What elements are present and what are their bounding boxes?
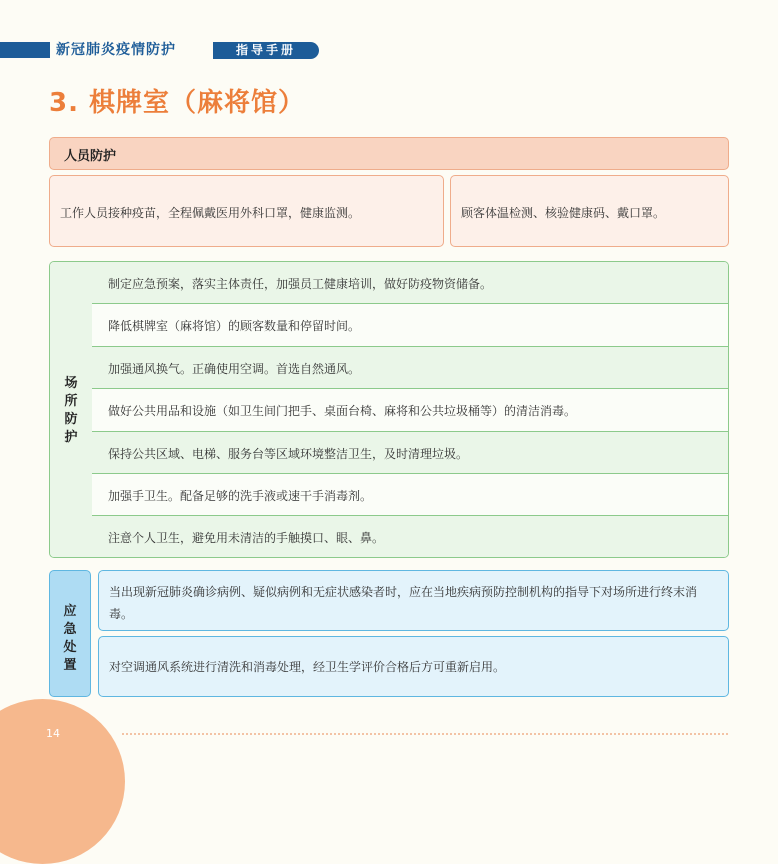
page-number: 14 [46,727,60,740]
page-number-badge [0,699,125,864]
header-accent-bar [0,42,50,58]
footer-dotted-divider [122,733,728,735]
staff-protection-cell: 工作人员接种疫苗，全程佩戴医用外科口罩，健康监测。 [49,175,444,247]
venue-protection-label-cell [50,262,93,557]
table-row: 加强通风换气。正确使用空调。首选自然通风。 [92,347,728,389]
table-row: 降低棋牌室（麻将馆）的顾客数量和停留时间。 [92,304,728,346]
venue-protection-rows [92,262,728,557]
header-tag: 指导手册 [213,42,319,59]
personnel-protection-header [49,137,729,170]
personnel-protection-heading: 人员防护 [64,149,117,164]
emergency-label: 应急处置 [63,604,77,673]
page-title: 3. 棋牌室（麻将馆） [49,88,306,118]
table-row: 加强手卫生。配备足够的洗手液或速干手消毒剂。 [92,474,728,516]
emergency-label-cell [49,570,91,697]
table-row: 制定应急预案，落实主体责任，加强员工健康培训，做好防疫物资储备。 [92,262,728,304]
table-row: 注意个人卫生，避免用未清洁的手触摸口、眼、鼻。 [92,516,728,558]
emergency-item: 当出现新冠肺炎确诊病例、疑似病例和无症状感染者时，应在当地疾病预防控制机构的指导下对场所进行终末消毒。 [98,570,729,631]
customer-protection-cell: 顾客体温检测、核验健康码、戴口罩。 [450,175,729,247]
venue-protection-label: 场所防护 [64,376,78,445]
header-title: 新冠肺炎疫情防护 [56,42,176,58]
table-row: 保持公共区域、电梯、服务台等区域环境整洁卫生，及时清理垃圾。 [92,432,728,474]
venue-protection-table [49,261,729,558]
table-row: 做好公共用品和设施（如卫生间门把手、桌面台椅、麻将和公共垃圾桶等）的清洁消毒。 [92,389,728,431]
emergency-item: 对空调通风系统进行清洗和消毒处理，经卫生学评价合格后方可重新启用。 [98,636,729,697]
